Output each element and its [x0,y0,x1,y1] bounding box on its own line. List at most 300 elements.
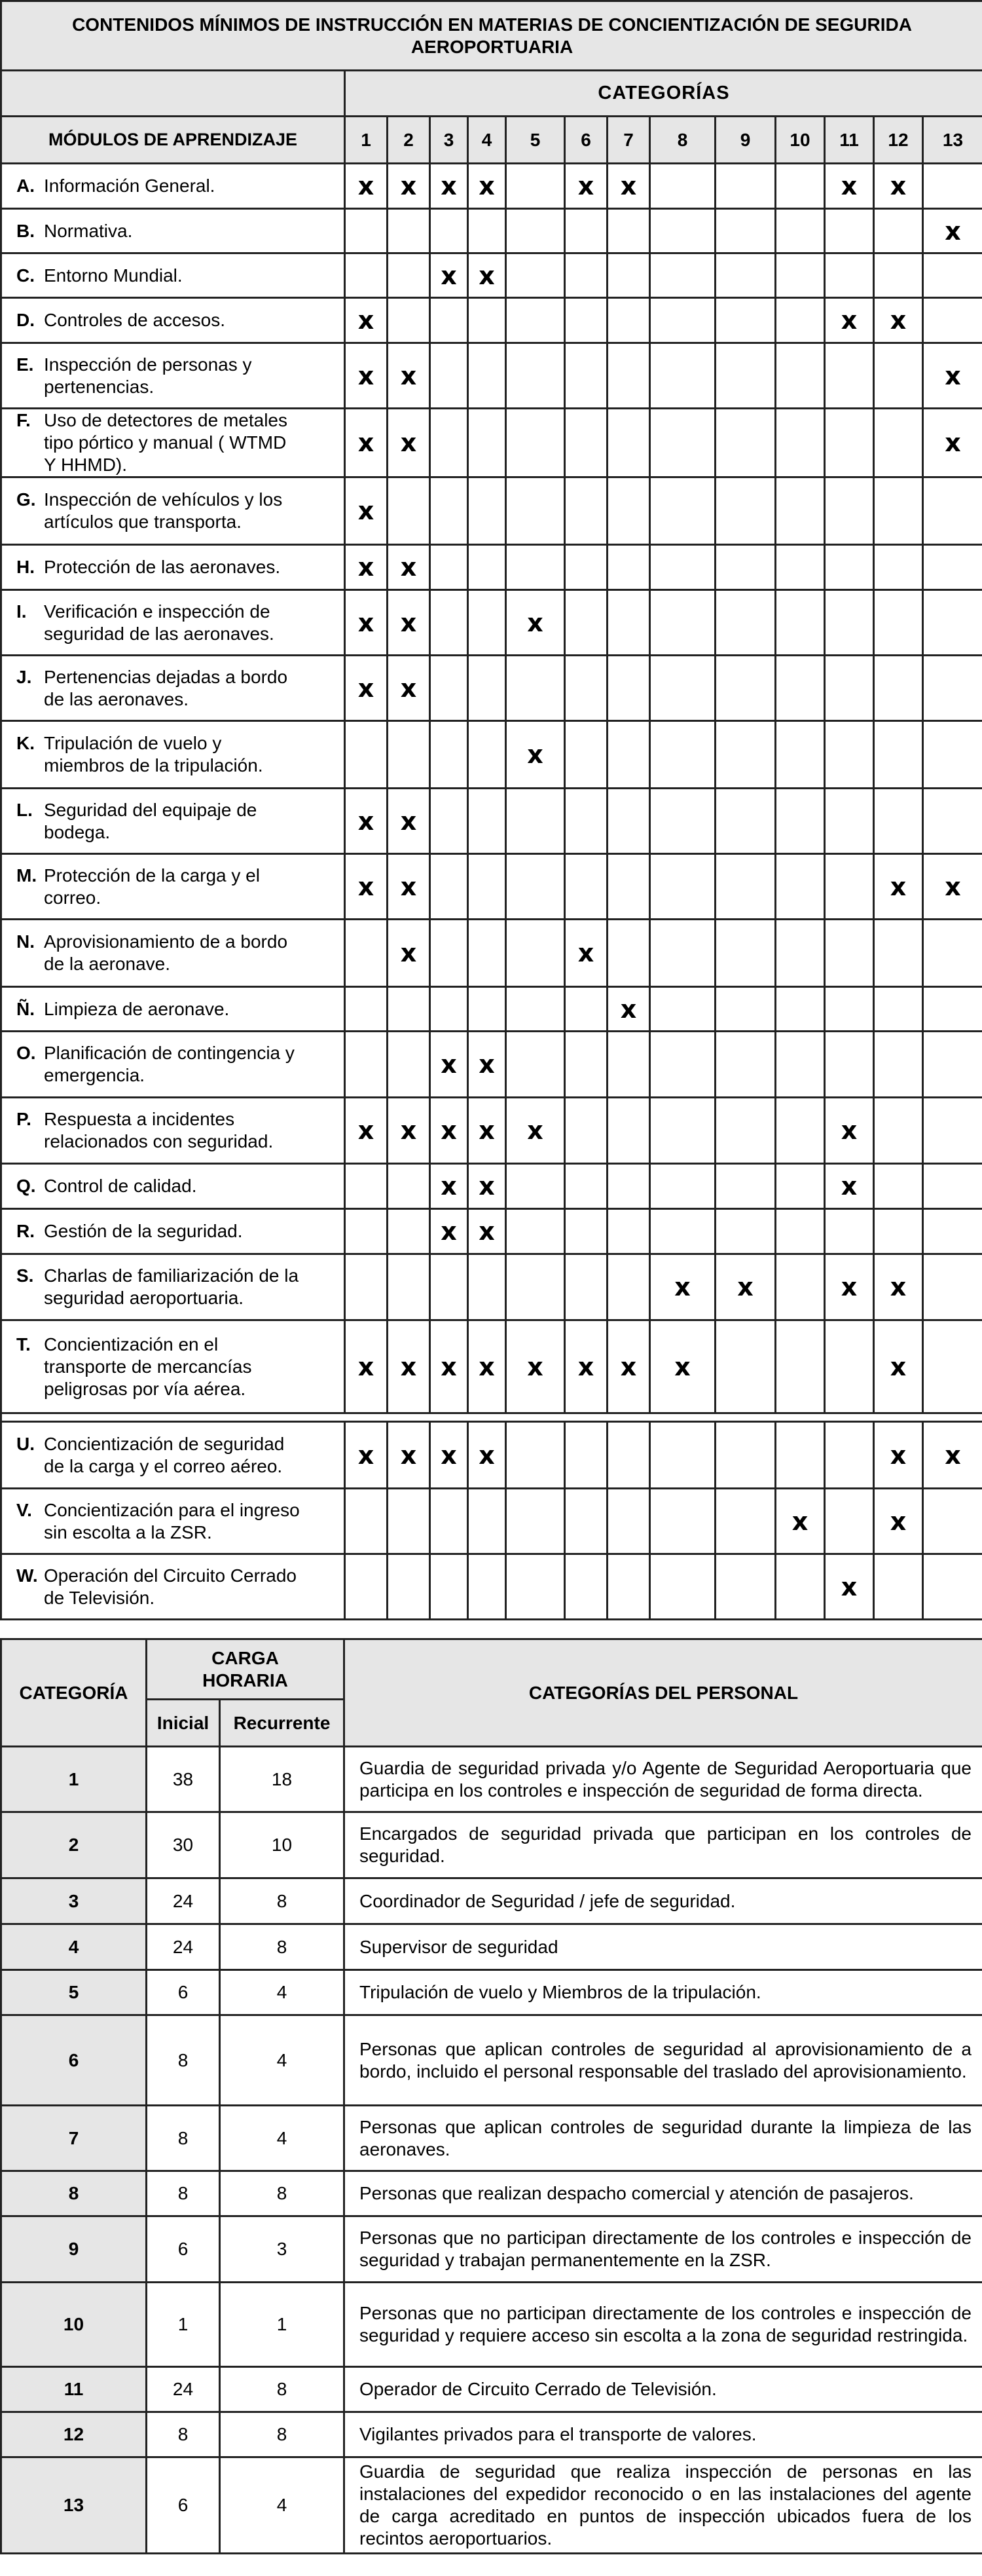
category-empty-cell [565,590,608,656]
hours-row [1,1878,982,1924]
category-empty-cell [874,477,923,545]
initial-hours: 24 [147,1878,220,1924]
module-name: Información General. [44,176,215,196]
category-empty-cell [506,1422,565,1489]
module-name: Concientización en el transporte de mercancías peligrosas por vía aérea. [44,1334,252,1399]
category-empty-cell [650,1209,716,1254]
module-cell [1,545,345,590]
category-number: 7 [1,2106,147,2171]
staff-description: Tripulación de vuelo y Miembros de la tripulación. [344,1970,982,2015]
hours-row [1,2216,982,2283]
category-empty-cell [430,590,468,656]
category-empty-cell [716,1489,776,1554]
category-empty-cell [468,920,506,987]
category-empty-cell [650,1098,716,1164]
category-empty-cell [430,343,468,409]
hours-row [1,1747,982,1812]
category-empty-cell [506,409,565,477]
category-mark: x [874,854,923,920]
module-letter: T. [16,1334,31,1354]
category-empty-cell [825,1032,874,1098]
category-empty-cell [345,920,388,987]
hours-row [1,2171,982,2216]
category-mark: x [650,1254,716,1320]
module-cell [1,1320,345,1413]
category-empty-cell [776,789,825,854]
category-mark: x [506,721,565,789]
category-mark: x [825,1254,874,1320]
category-empty-cell [345,1164,388,1209]
category-mark: x [345,590,388,656]
module-row [1,545,982,590]
category-empty-cell [430,1489,468,1554]
category-empty-cell [923,590,982,656]
category-empty-cell [650,656,716,721]
category-empty-cell [565,789,608,854]
category-mark: x [565,920,608,987]
recurrent-hours: 4 [220,1970,344,2015]
category-empty-cell [468,987,506,1032]
module-name: Seguridad del equipaje de bodega. [44,799,257,842]
module-row [1,209,982,253]
category-empty-cell [565,1032,608,1098]
category-empty-cell [506,789,565,854]
category-empty-cell [716,590,776,656]
module-letter: U. [16,1433,35,1454]
hours-row [1,1924,982,1970]
module-letter: I. [16,601,27,622]
category-empty-cell [608,854,650,920]
table-title [1,1,982,71]
category-mark: x [874,1320,923,1413]
category-mark: x [345,854,388,920]
module-row [1,1032,982,1098]
recurrent-hours: 1 [220,2283,344,2367]
category-mark: x [388,409,430,477]
staff-description: Coordinador de Seguridad / jefe de seguridad. [344,1878,982,1924]
category-empty-cell [565,477,608,545]
module-letter: N. [16,931,35,952]
category-empty-cell [716,987,776,1032]
category-empty-cell [716,343,776,409]
category-empty-cell [776,1164,825,1209]
recurrent-hours: 3 [220,2216,344,2283]
category-mark: x [430,1209,468,1254]
category-empty-cell [430,656,468,721]
category-mark: x [650,1320,716,1413]
category-empty-cell [388,1254,430,1320]
hours-row [1,2283,982,2367]
hours-table [0,1638,982,2554]
category-mark: x [608,164,650,209]
category-empty-cell [565,1422,608,1489]
category-empty-cell [874,987,923,1032]
category-empty-cell [650,545,716,590]
category-empty-cell [825,209,874,253]
category-empty-cell [608,209,650,253]
category-empty-cell [608,1422,650,1489]
category-empty-cell [565,1098,608,1164]
category-empty-cell [608,545,650,590]
category-empty-cell [608,1098,650,1164]
category-empty-cell [650,209,716,253]
category-mark: x [430,1422,468,1489]
module-row [1,987,982,1032]
category-number-header: 7 [608,117,650,164]
category-empty-cell [430,854,468,920]
category-mark: x [388,1320,430,1413]
category-empty-cell [388,987,430,1032]
module-cell [1,1098,345,1164]
category-empty-cell [776,1254,825,1320]
category-empty-cell [923,1254,982,1320]
category-empty-cell [468,298,506,343]
initial-hours: 8 [147,2412,220,2457]
category-number: 9 [1,2216,147,2283]
initial-hours: 1 [147,2283,220,2367]
category-empty-cell [716,1032,776,1098]
category-empty-cell [506,920,565,987]
category-empty-cell [716,656,776,721]
module-letter: F. [16,410,31,430]
module-cell [1,253,345,298]
category-empty-cell [776,209,825,253]
category-empty-cell [468,854,506,920]
double-rule-spacer [1,1413,982,1422]
category-empty-cell [776,590,825,656]
staff-description: Personas que aplican controles de seguridad al aprovisionamiento de a bordo, incluido el personal responsable del traslado del aprovisionamiento. [344,2015,982,2106]
category-empty-cell [825,477,874,545]
category-empty-cell [468,656,506,721]
category-mark: x [825,1164,874,1209]
module-letter: P. [16,1109,31,1129]
category-empty-cell [468,545,506,590]
category-number: 5 [1,1970,147,2015]
category-number: 12 [1,2412,147,2457]
category-empty-cell [608,1164,650,1209]
initial-hours: 24 [147,2367,220,2412]
module-row [1,1489,982,1554]
category-mark: x [608,987,650,1032]
category-empty-cell [923,545,982,590]
category-empty-cell [388,1554,430,1620]
initial-hours: 38 [147,1747,220,1812]
module-letter: S. [16,1265,34,1286]
category-empty-cell [608,298,650,343]
module-row [1,1098,982,1164]
module-cell [1,987,345,1032]
module-row [1,1554,982,1620]
module-letter: C. [16,265,35,286]
category-empty-cell [468,721,506,789]
category-empty-cell [430,209,468,253]
category-empty-cell [506,343,565,409]
category-empty-cell [506,164,565,209]
category-mark: x [345,1098,388,1164]
category-mark: x [345,409,388,477]
category-empty-cell [608,343,650,409]
category-mark: x [388,656,430,721]
module-letter: W. [16,1565,38,1586]
category-empty-cell [776,343,825,409]
category-empty-cell [716,164,776,209]
category-mark: x [430,164,468,209]
module-cell [1,1164,345,1209]
category-mark: x [345,545,388,590]
category-empty-cell [565,298,608,343]
module-letter: Ñ. [16,998,35,1019]
category-mark: x [388,164,430,209]
category-column-header: CATEGORÍA [1,1639,147,1747]
category-empty-cell [716,409,776,477]
category-empty-cell [874,409,923,477]
category-empty-cell [430,409,468,477]
category-empty-cell [923,1554,982,1620]
category-empty-cell [506,1032,565,1098]
category-empty-cell [468,477,506,545]
module-name: Pertenencias dejadas a bordo de las aeronaves. [44,666,288,709]
category-number-header: 13 [923,117,982,164]
category-number-header: 3 [430,117,468,164]
spacer-cell [1,1413,982,1422]
category-empty-cell [650,1032,716,1098]
initial-hours: 6 [147,2216,220,2283]
staff-description: Vigilantes privados para el transporte de valores. [344,2412,982,2457]
category-mark: x [345,164,388,209]
module-name: Verificación e inspección de seguridad de las aeronaves. [44,601,274,644]
category-empty-cell [825,1422,874,1489]
module-cell [1,1554,345,1620]
category-mark: x [430,253,468,298]
category-empty-cell [716,721,776,789]
module-cell [1,343,345,409]
category-mark: x [388,1422,430,1489]
category-empty-cell [430,545,468,590]
category-number-header: 9 [716,117,776,164]
category-number-header: 11 [825,117,874,164]
category-mark: x [468,164,506,209]
category-number-header: 12 [874,117,923,164]
category-empty-cell [608,253,650,298]
category-empty-cell [468,789,506,854]
category-empty-cell [650,789,716,854]
category-mark: x [345,1422,388,1489]
category-empty-cell [565,854,608,920]
recurrent-hours: 4 [220,2015,344,2106]
category-empty-cell [506,1489,565,1554]
category-empty-cell [776,920,825,987]
category-empty-cell [608,1254,650,1320]
module-letter: G. [16,489,36,510]
category-empty-cell [565,209,608,253]
category-empty-cell [923,1320,982,1413]
staff-description: Supervisor de seguridad [344,1924,982,1970]
category-empty-cell [825,1320,874,1413]
module-name: Entorno Mundial. [44,265,183,286]
category-mark: x [468,1032,506,1098]
module-row [1,343,982,409]
category-empty-cell [608,1554,650,1620]
category-empty-cell [776,987,825,1032]
category-mark: x [825,164,874,209]
category-empty-cell [388,1164,430,1209]
category-empty-cell [923,1098,982,1164]
category-empty-cell [825,789,874,854]
category-empty-cell [468,343,506,409]
category-mark: x [345,789,388,854]
category-mark: x [468,1164,506,1209]
staff-description: Guardia de seguridad que realiza inspección de personas en las instalaciones del expedidor reconocido o en las instalaciones del agente de carga acreditado en puntos de inspección ubicados fuera de los recintos aeroportuarios. [344,2457,982,2554]
category-empty-cell [776,298,825,343]
category-empty-cell [388,477,430,545]
module-cell [1,409,345,477]
category-mark: x [874,1422,923,1489]
hours-row [1,1970,982,2015]
module-cell [1,477,345,545]
category-empty-cell [345,1489,388,1554]
category-empty-cell [565,253,608,298]
staff-description: Personas que no participan directamente de los controles e inspección de seguridad y requiere acceso sin escolta a la zona de seguridad restringida. [344,2283,982,2367]
category-empty-cell [506,253,565,298]
category-empty-cell [825,721,874,789]
recurrent-hours: 4 [220,2457,344,2554]
recurrent-column-header: Recurrente [220,1700,344,1747]
category-empty-cell [923,789,982,854]
category-empty-cell [506,545,565,590]
module-name: Planificación de contingencia y emergencia. [44,1043,295,1085]
category-empty-cell [650,920,716,987]
module-row [1,721,982,789]
category-empty-cell [776,1554,825,1620]
category-empty-cell [345,987,388,1032]
category-empty-cell [716,545,776,590]
module-letter: O. [16,1043,36,1063]
module-letter: K. [16,733,35,753]
category-empty-cell [468,590,506,656]
hours-row [1,1812,982,1878]
initial-hours: 8 [147,2015,220,2106]
module-cell [1,298,345,343]
load-column-header [147,1639,344,1700]
category-empty-cell [776,253,825,298]
category-mark: x [506,1098,565,1164]
category-empty-cell [650,1422,716,1489]
category-empty-cell [776,1320,825,1413]
category-empty-cell [825,590,874,656]
category-empty-cell [776,164,825,209]
header-blank-cell [1,71,345,117]
category-empty-cell [825,656,874,721]
category-empty-cell [923,1489,982,1554]
category-empty-cell [430,1554,468,1620]
category-number: 6 [1,2015,147,2106]
category-empty-cell [825,987,874,1032]
category-number-header: 10 [776,117,825,164]
module-cell [1,164,345,209]
category-empty-cell [468,1254,506,1320]
category-empty-cell [874,656,923,721]
staff-description: Operador de Circuito Cerrado de Televisión. [344,2367,982,2412]
category-empty-cell [874,1209,923,1254]
category-mark: x [608,1320,650,1413]
category-mark: x [468,1209,506,1254]
staff-column-header: CATEGORÍAS DEL PERSONAL [344,1639,982,1747]
category-mark: x [388,854,430,920]
module-name: Concientización de seguridad de la carga y el correo aéreo. [44,1433,285,1476]
category-mark: x [923,854,982,920]
category-empty-cell [776,721,825,789]
category-mark: x [345,343,388,409]
category-empty-cell [825,1209,874,1254]
module-name: Aprovisionamiento de a bordo de la aeronave. [44,931,288,974]
category-empty-cell [468,1489,506,1554]
initial-hours: 24 [147,1924,220,1970]
category-empty-cell [874,1554,923,1620]
category-empty-cell [923,298,982,343]
category-number-header: 4 [468,117,506,164]
category-number-header: 6 [565,117,608,164]
module-row [1,920,982,987]
category-empty-cell [608,721,650,789]
category-empty-cell [345,721,388,789]
module-letter: B. [16,220,35,241]
category-empty-cell [716,477,776,545]
category-empty-cell [345,1254,388,1320]
category-empty-cell [506,1164,565,1209]
module-name: Inspección de personas y pertenencias. [44,354,252,397]
category-empty-cell [388,1032,430,1098]
module-name: Limpieza de aeronave. [44,998,230,1019]
category-empty-cell [430,298,468,343]
category-empty-cell [923,1164,982,1209]
category-empty-cell [716,854,776,920]
category-empty-cell [506,209,565,253]
recurrent-hours: 18 [220,1747,344,1812]
categories-header: CATEGORÍAS [345,71,982,117]
category-mark: x [506,590,565,656]
module-row [1,298,982,343]
module-letter: J. [16,666,32,687]
category-empty-cell [388,721,430,789]
module-name: Tripulación de vuelo y miembros de la tripulación. [44,733,263,775]
category-empty-cell [506,854,565,920]
category-empty-cell [650,1164,716,1209]
module-row [1,1209,982,1254]
category-empty-cell [874,253,923,298]
category-mark: x [388,920,430,987]
module-cell [1,920,345,987]
category-empty-cell [506,1554,565,1620]
category-empty-cell [650,298,716,343]
category-mark: x [430,1320,468,1413]
category-empty-cell [874,1164,923,1209]
category-empty-cell [650,253,716,298]
category-empty-cell [388,253,430,298]
recurrent-hours: 10 [220,1812,344,1878]
module-row [1,253,982,298]
module-cell [1,656,345,721]
module-cell [1,1209,345,1254]
hours-row [1,2367,982,2412]
category-empty-cell [506,298,565,343]
category-empty-cell [468,209,506,253]
category-empty-cell [565,987,608,1032]
category-empty-cell [776,1032,825,1098]
category-empty-cell [506,987,565,1032]
module-cell [1,590,345,656]
category-mark: x [345,656,388,721]
category-empty-cell [874,920,923,987]
